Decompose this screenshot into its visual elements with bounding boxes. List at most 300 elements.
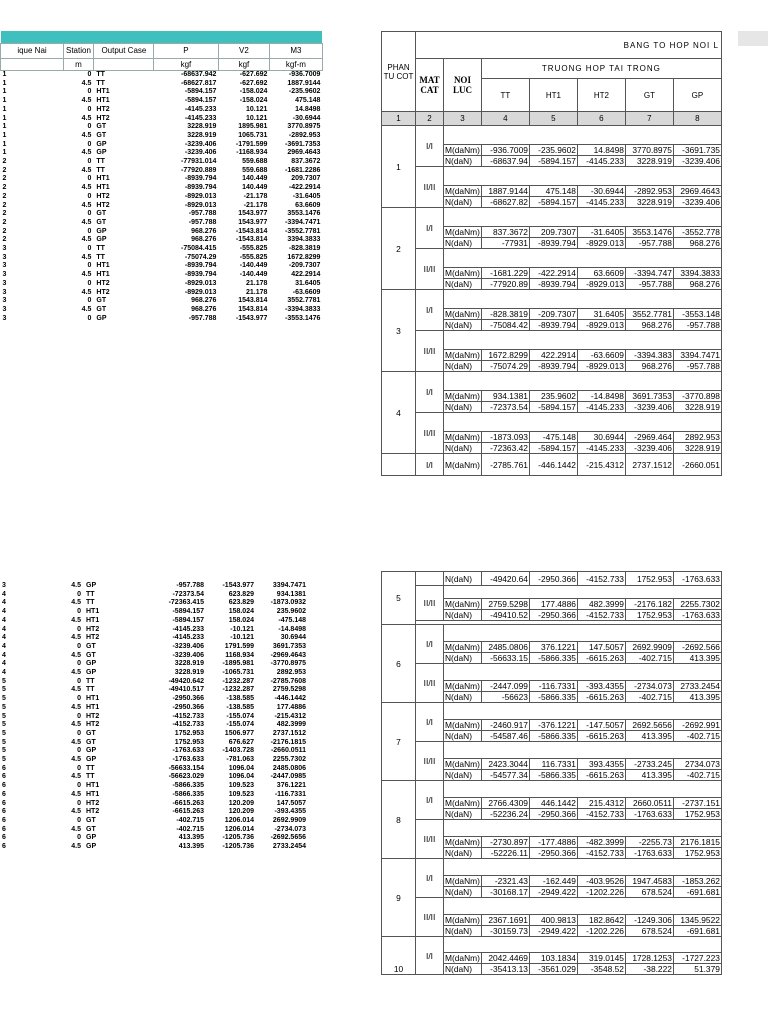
value-cell: -14.8498 [577,391,625,402]
table-cell: -422.2914 [288,184,321,192]
table-cell: 4.5 [71,808,81,816]
table-cell: -1763.633 [172,747,204,755]
table-cell: 676.627 [228,738,254,746]
table-cell: 4 [2,642,6,650]
value-cell: -402.715 [625,692,673,703]
table-row [0,669,308,678]
table-row [0,626,308,635]
table-cell: 140.449 [242,175,268,183]
table-cell: 4.5 [81,288,92,296]
value-cell: -49420.64 [481,572,529,586]
spacer [444,859,722,876]
value-cell: 413.395 [673,653,721,664]
table-cell: 4.5 [71,634,81,642]
row-label: M(daNm) [445,876,480,886]
table-cell: -8929.013 [184,288,217,296]
table-cell: -5894.157 [184,88,217,96]
table-cell: 209.7307 [291,175,321,183]
table-cell: -14.8498 [278,625,306,633]
table-cell: TT [86,590,95,598]
table-cell: 3 [2,297,7,305]
element-number: 10 [382,937,416,975]
value-cell: -4145.233 [577,197,625,208]
table-row [382,742,722,759]
table-row [0,695,308,704]
table-row [382,572,722,586]
table-cell: -1232.287 [222,677,254,685]
row-label: N(daN) [444,238,482,249]
table-row [1,149,323,158]
value-cell: -235.9602 [529,145,577,156]
row-label: M(daNm) [445,759,480,769]
table-cell: 968.276 [191,297,217,305]
table-row [1,141,323,150]
table-row [382,586,722,599]
table-row [382,372,722,391]
value-cell: -1763.633 [625,809,673,820]
table-cell: 2 [2,166,7,174]
spacer [444,586,722,599]
table-row [0,721,308,730]
value-cell: -3553.148 [673,309,721,320]
value-cell: 413.395 [625,770,673,781]
table-row [1,123,323,132]
table-cell: 4.5 [71,773,81,781]
row-label: N(daN) [444,279,482,290]
table-cell: 3552.7781 [287,297,321,305]
value-cell: 14.8498 [577,145,625,156]
table-row [1,132,323,141]
value-cell: -3394.747 [625,268,673,279]
value-cell: 413.395 [673,692,721,703]
value-cell: 393.4355 [577,759,625,770]
value-cell: -957.788 [625,238,673,249]
value-cell: 1345.9522 [673,915,721,926]
table-cell: 4.5 [71,582,81,589]
value-cell: 2737.1512 [625,454,673,476]
value-cell: 63.6609 [577,268,625,279]
table-cell: -72363.415 [168,599,204,607]
table-cell: -1763.633 [172,756,204,764]
table-cell: 2 [2,184,7,192]
value-cell: -2950.366 [529,809,577,820]
table-cell: 5 [2,712,6,720]
table-cell: 10.121 [245,114,268,122]
value-cell: 215.4312 [577,798,625,809]
table-cell: 5 [2,721,6,729]
section-label: II/II [416,249,444,290]
value-cell: 103.1834 [529,953,577,964]
column-unit: m [64,59,94,71]
value-cell: -1202.226 [577,887,625,898]
table-cell: -63.6609 [292,288,321,296]
table-cell: 177.4886 [276,703,306,711]
value-cell: 678.524 [625,926,673,937]
table-cell: 3394.7471 [272,582,306,589]
table-cell: 6 [2,799,6,807]
table-row [0,591,308,600]
left-table-top [0,31,323,323]
section-label: II/II [416,586,444,621]
table-cell: -2950.366 [172,695,204,703]
value-cell: -402.715 [673,770,721,781]
table-cell: -6615.263 [172,808,204,816]
table-cell: HT2 [96,114,110,122]
section-label [416,572,444,586]
spacer [444,742,722,759]
table-row [382,625,722,642]
table-cell: 21.178 [245,288,268,296]
table-cell: 1543.814 [238,305,268,313]
table-cell: -6615.263 [172,799,204,807]
table-row [382,249,722,268]
value-cell: -3691.735 [673,145,721,156]
table-cell: 1 [2,123,7,131]
element-number: 9 [382,859,416,937]
table-row [1,158,323,167]
table-cell: 4 [2,608,6,616]
table-cell: 2969.4643 [287,149,321,157]
table-cell: -4145.233 [172,634,204,642]
table-cell: -8929.013 [184,192,217,200]
spacer [444,625,722,642]
right-table-bottom [381,571,722,975]
spacer [444,331,722,350]
table-row [0,826,308,835]
table-cell: -957.788 [188,314,217,322]
table-cell: -2785.7608 [270,677,306,685]
value-cell: -3239.406 [625,402,673,413]
table-cell: 4.5 [81,184,92,192]
table-cell: 158.024 [228,616,254,624]
table-cell: GP [96,227,107,235]
table-cell: 4.5 [81,149,92,157]
table-cell: 0 [77,729,81,737]
table-cell: -1065.731 [222,669,254,677]
value-cell: -6615.263 [577,692,625,703]
value-cell: 2734.073 [673,759,721,770]
value-cell: 1752.953 [625,572,673,586]
table-cell: 3 [2,253,7,261]
table-cell: GP [86,834,97,842]
value-cell: -116.7331 [529,681,577,692]
value-cell: 1752.953 [625,610,673,621]
table-cell: GT [96,131,107,139]
table-cell: 0 [77,782,81,790]
value-cell: -402.715 [625,653,673,664]
value-cell: -1873.093 [481,432,529,443]
table-cell: 934.1381 [276,590,306,598]
value-cell: -52226.11 [481,848,529,859]
table-cell: 0 [77,660,81,668]
table-row [382,167,722,186]
table-cell: HT2 [96,105,110,113]
table-cell: 1 [2,71,7,78]
section-label: I/I [416,859,444,898]
value-cell: -63.6609 [577,350,625,361]
table-cell: -957.788 [188,210,217,218]
value-cell: -3394.383 [625,350,673,361]
row-label: M(daNm) [445,720,480,730]
table-cell: 4.5 [81,166,92,174]
table-cell: -2892.953 [288,131,321,139]
table-cell: 1206.014 [224,816,254,824]
table-row [1,175,323,184]
value-cell: -3561.029 [529,964,577,975]
table-cell: -209.7307 [288,262,321,270]
table-cell: HT1 [86,608,100,616]
table-cell: 0 [87,245,92,253]
table-cell: 4.5 [81,236,92,244]
table-cell: GP [86,756,97,764]
table-cell: -475.148 [278,616,306,624]
value-cell: -3239.406 [673,156,721,167]
table-cell: GP [86,669,97,677]
table-cell: GP [96,149,107,157]
value-cell: -4152.733 [577,610,625,621]
table-cell: 2892.953 [276,669,306,677]
table-cell: 1065.731 [238,131,268,139]
value-cell: -691.681 [673,926,721,937]
table-row [0,739,308,748]
value-cell: -209.7307 [529,309,577,320]
table-cell: 5 [2,677,6,685]
value-cell: 235.9602 [529,391,577,402]
spacer [444,290,722,309]
table-cell: 1543.977 [238,218,268,226]
table-cell: -957.788 [176,582,204,589]
load-case-header: GP [673,79,721,112]
value-cell: -8939.794 [529,279,577,290]
value-cell: 3394.7471 [673,350,721,361]
table-cell: -1543.977 [235,314,268,322]
value-cell: -482.3999 [577,837,625,848]
value-cell: -2949.422 [529,887,577,898]
value-cell: -446.1442 [529,454,577,476]
value-cell: -72363.42 [481,443,529,454]
value-cell: -3239.406 [673,197,721,208]
row-label: M(daNm) [445,837,480,847]
value-cell: -3770.898 [673,391,721,402]
table-cell: TT [86,677,95,685]
value-cell: -2321.43 [481,876,529,887]
table-cell: -2734.073 [274,825,306,833]
column-number: 4 [481,112,529,126]
table-cell: -5866.335 [172,790,204,798]
value-cell: -2949.422 [529,926,577,937]
table-cell: 4.5 [71,825,81,833]
table-cell: GT [86,816,96,824]
value-cell: -75084.42 [481,320,529,331]
section-label: I/I [416,781,444,820]
table-row [1,228,323,237]
table-cell: 3 [2,305,7,313]
table-cell: -828.3819 [288,245,321,253]
value-cell: 1672.8299 [481,350,529,361]
value-cell: 3228.919 [673,402,721,413]
value-cell: -402.715 [673,731,721,742]
value-cell: -2950.366 [529,848,577,859]
table-cell: -155.074 [226,712,254,720]
table-row [382,454,722,476]
table-cell: 10.121 [245,105,268,113]
table-cell: 0 [87,314,92,322]
section-label: II/II [416,898,444,937]
table-cell: 0 [87,71,92,78]
value-cell: 400.9813 [529,915,577,926]
value-cell: 678.524 [625,887,673,898]
row-label: M(daNm) [445,309,480,319]
table-cell: 968.276 [191,236,217,244]
table-cell: TT [96,158,105,166]
table-cell: 6 [2,808,6,816]
table-row [1,193,323,202]
table-row [0,782,308,791]
table-cell: 0 [87,123,92,131]
table-cell: GP [96,236,107,244]
value-cell: -1202.226 [577,926,625,937]
left-table-bottom [0,582,308,852]
value-cell: -2176.182 [625,599,673,610]
table-cell: 1791.599 [224,642,254,650]
table-cell: 3228.919 [187,131,217,139]
table-row [1,71,323,80]
table-cell: -77920.889 [180,166,217,174]
section-label: I/I [416,937,444,975]
row-label: N(daN) [444,361,482,372]
table-row [0,808,308,817]
table-cell: -2660.0511 [270,747,306,755]
table-cell: -393.4355 [274,808,306,816]
table-cell: HT1 [96,262,110,270]
table-row [382,413,722,432]
table-cell: -31.6405 [292,192,321,200]
table-cell: 3 [2,271,7,279]
value-cell: 30.6944 [577,432,625,443]
table-cell: 4.5 [71,669,81,677]
table-row [382,820,722,837]
value-cell: 209.7307 [529,227,577,238]
value-cell: 2733.2454 [673,681,721,692]
table-cell: -2950.366 [172,703,204,711]
value-cell: -49410.52 [481,610,529,621]
table-cell: 0 [77,642,81,650]
table-row [382,703,722,720]
table-row [382,937,722,953]
table-cell: 0 [87,262,92,270]
value-cell: -957.788 [625,279,673,290]
table-cell: -5894.157 [172,616,204,624]
value-cell: -5866.335 [529,731,577,742]
column-header: Output Case [93,44,153,59]
table-cell: 422.2914 [291,271,321,279]
table-cell: 4.5 [81,131,92,139]
column-header: P [153,44,218,59]
table-cell: -2969.4643 [270,651,306,659]
value-cell: -475.148 [529,432,577,443]
table-cell: -3552.7781 [284,227,321,235]
table-row [382,898,722,915]
column-header: Station [64,44,94,59]
table-cell: 1 [2,79,7,87]
table-cell: TT [96,79,105,87]
scroll-stub [738,31,768,46]
table-row [1,262,323,271]
load-case-header: HT2 [577,79,625,112]
spacer [444,664,722,681]
table-cell: 0 [87,105,92,113]
value-cell: -56633.15 [481,653,529,664]
row-label: M(daNm) [445,186,480,196]
load-case-header: GT [625,79,673,112]
table-cell: 1506.977 [224,729,254,737]
value-cell: -422.2914 [529,268,577,279]
table-cell: 0 [77,625,81,633]
table-cell: -1873.0932 [270,599,306,607]
table-cell: -627.692 [239,79,268,87]
table-cell: 1895.981 [238,123,268,131]
table-cell: HT1 [86,790,100,798]
column-unit: kgf-m [269,59,322,71]
value-cell: -8939.794 [529,320,577,331]
table-cell: 1 [2,105,7,113]
column-header: M3 [269,44,322,59]
table-cell: -1543.977 [222,582,254,589]
value-cell: -2730.897 [481,837,529,848]
table-cell: 1096.04 [228,773,254,781]
value-cell: 968.276 [625,320,673,331]
table-cell: HT1 [86,695,100,703]
table-cell: -1791.599 [235,140,268,148]
value-cell: -4152.733 [577,809,625,820]
table-cell: 6 [2,834,6,842]
table-cell: HT2 [86,712,100,720]
table-row [0,617,308,626]
value-cell: 482.3999 [577,599,625,610]
table-cell: 0 [77,799,81,807]
table-cell: GP [86,660,97,668]
section-label: II/II [416,820,444,859]
value-cell: -38.222 [625,964,673,975]
table-cell: 413.395 [178,843,204,851]
table-cell: 1 [2,88,7,96]
table-cell: -158.024 [239,97,268,105]
row-label: N(daN) [444,156,482,167]
column-number: 1 [382,112,416,126]
table-cell: HT1 [86,703,100,711]
value-cell: -31.6405 [577,227,625,238]
value-cell: 1947.4583 [625,876,673,887]
table-cell: -3770.8975 [270,660,306,668]
table-cell: HT2 [96,201,110,209]
table-cell: -8939.794 [184,271,217,279]
table-cell: 0 [77,608,81,616]
table-cell: GP [86,747,97,755]
table-cell: TT [96,245,105,253]
spacer [444,249,722,268]
table-row [0,756,308,765]
table-cell: 147.5057 [276,799,306,807]
table-cell: 4 [2,625,6,633]
value-cell: -957.788 [673,320,721,331]
table-cell: -936.7009 [288,71,321,78]
table-row [382,781,722,798]
table-cell: -781.063 [226,756,254,764]
value-cell: -54587.46 [481,731,529,742]
table-cell: -215.4312 [274,712,306,720]
value-cell: 3394.3833 [673,268,721,279]
table-cell: GT [96,297,107,305]
